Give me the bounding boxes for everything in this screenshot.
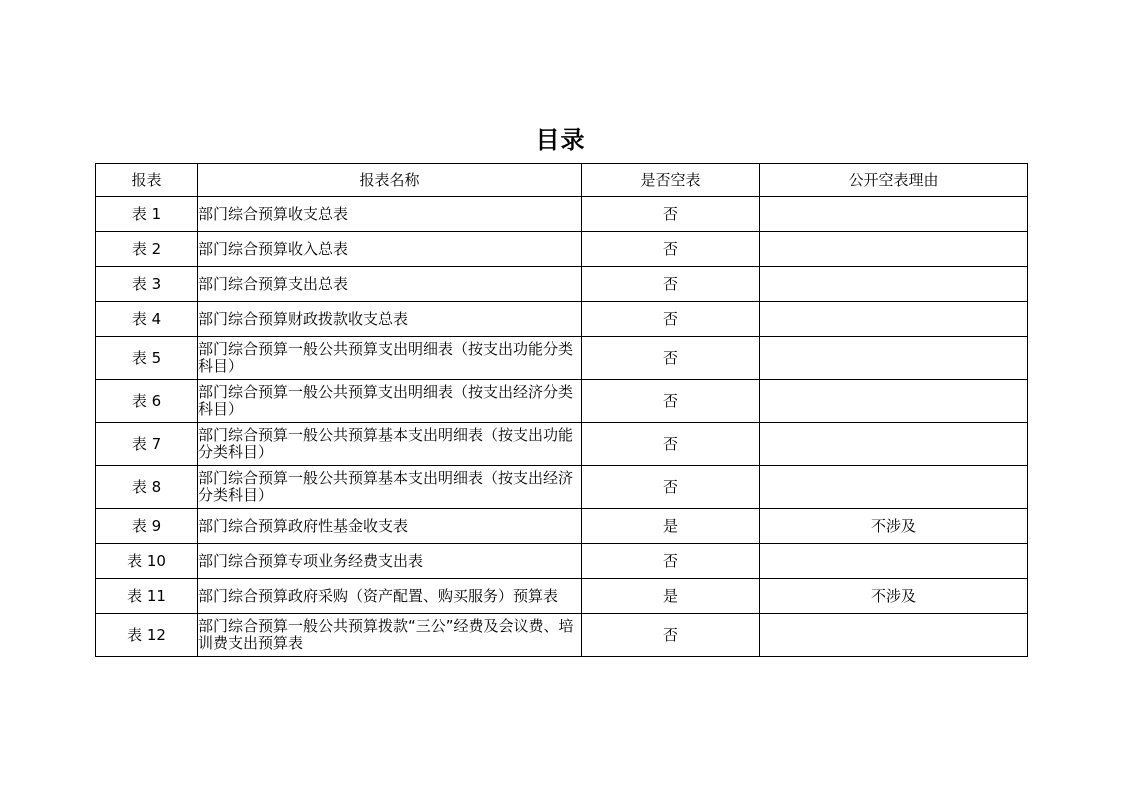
report-no-cell: 表 1 <box>96 197 198 232</box>
is-empty-cell: 是 <box>582 509 760 544</box>
table-row <box>96 267 1028 302</box>
is-empty-cell: 否 <box>582 302 760 337</box>
report-name-cell: 部门综合预算一般公共预算基本支出明细表（按支出经济分类科目） <box>198 466 582 509</box>
table-row <box>96 302 1028 337</box>
table-row <box>96 197 1028 232</box>
header-empty-reason: 公开空表理由 <box>760 164 1028 197</box>
is-empty-cell: 否 <box>582 544 760 579</box>
empty-reason-cell: 不涉及 <box>760 509 1028 544</box>
empty-reason-cell <box>760 267 1028 302</box>
table-header-row <box>96 164 1028 197</box>
report-no-cell: 表 11 <box>96 579 198 614</box>
report-no-cell: 表 6 <box>96 380 198 423</box>
is-empty-cell: 否 <box>582 197 760 232</box>
empty-reason-cell <box>760 197 1028 232</box>
page-title: 目录 <box>535 126 586 154</box>
report-no-cell: 表 9 <box>96 509 198 544</box>
report-no-cell: 表 10 <box>96 544 198 579</box>
report-no-cell: 表 5 <box>96 337 198 380</box>
empty-reason-cell <box>760 232 1028 267</box>
table-row <box>96 232 1028 267</box>
is-empty-cell: 否 <box>582 614 760 657</box>
report-no-cell: 表 12 <box>96 614 198 657</box>
report-name-cell: 部门综合预算一般公共预算支出明细表（按支出经济分类科目） <box>198 380 582 423</box>
report-no-cell: 表 8 <box>96 466 198 509</box>
table-row <box>96 466 1028 509</box>
empty-reason-cell <box>760 544 1028 579</box>
header-report-name: 报表名称 <box>198 164 582 197</box>
report-name-cell: 部门综合预算政府采购（资产配置、购买服务）预算表 <box>198 579 582 614</box>
empty-reason-cell <box>760 302 1028 337</box>
empty-reason-cell <box>760 337 1028 380</box>
report-name-cell: 部门综合预算一般公共预算基本支出明细表（按支出功能分类科目） <box>198 423 582 466</box>
header-is-empty: 是否空表 <box>582 164 760 197</box>
table-row <box>96 509 1028 544</box>
table-row <box>96 579 1028 614</box>
is-empty-cell: 否 <box>582 466 760 509</box>
catalog-table <box>95 163 1028 657</box>
empty-reason-cell <box>760 614 1028 657</box>
report-name-cell: 部门综合预算收入总表 <box>198 232 582 267</box>
is-empty-cell: 否 <box>582 232 760 267</box>
report-name-cell: 部门综合预算财政拨款收支总表 <box>198 302 582 337</box>
empty-reason-cell <box>760 466 1028 509</box>
is-empty-cell: 否 <box>582 337 760 380</box>
table-row <box>96 544 1028 579</box>
empty-reason-cell <box>760 423 1028 466</box>
table-row <box>96 337 1028 380</box>
report-name-cell: 部门综合预算政府性基金收支表 <box>198 509 582 544</box>
table-row <box>96 380 1028 423</box>
is-empty-cell: 否 <box>582 267 760 302</box>
report-no-cell: 表 4 <box>96 302 198 337</box>
report-name-cell: 部门综合预算一般公共预算拨款“三公”经费及会议费、培训费支出预算表 <box>198 614 582 657</box>
table-row <box>96 423 1028 466</box>
empty-reason-cell <box>760 380 1028 423</box>
is-empty-cell: 否 <box>582 380 760 423</box>
report-no-cell: 表 7 <box>96 423 198 466</box>
empty-reason-cell: 不涉及 <box>760 579 1028 614</box>
report-name-cell: 部门综合预算支出总表 <box>198 267 582 302</box>
report-no-cell: 表 2 <box>96 232 198 267</box>
report-name-cell: 部门综合预算收支总表 <box>198 197 582 232</box>
is-empty-cell: 是 <box>582 579 760 614</box>
is-empty-cell: 否 <box>582 423 760 466</box>
report-name-cell: 部门综合预算专项业务经费支出表 <box>198 544 582 579</box>
report-name-cell: 部门综合预算一般公共预算支出明细表（按支出功能分类科目） <box>198 337 582 380</box>
table-row <box>96 614 1028 657</box>
header-report-no: 报表 <box>96 164 198 197</box>
report-no-cell: 表 3 <box>96 267 198 302</box>
